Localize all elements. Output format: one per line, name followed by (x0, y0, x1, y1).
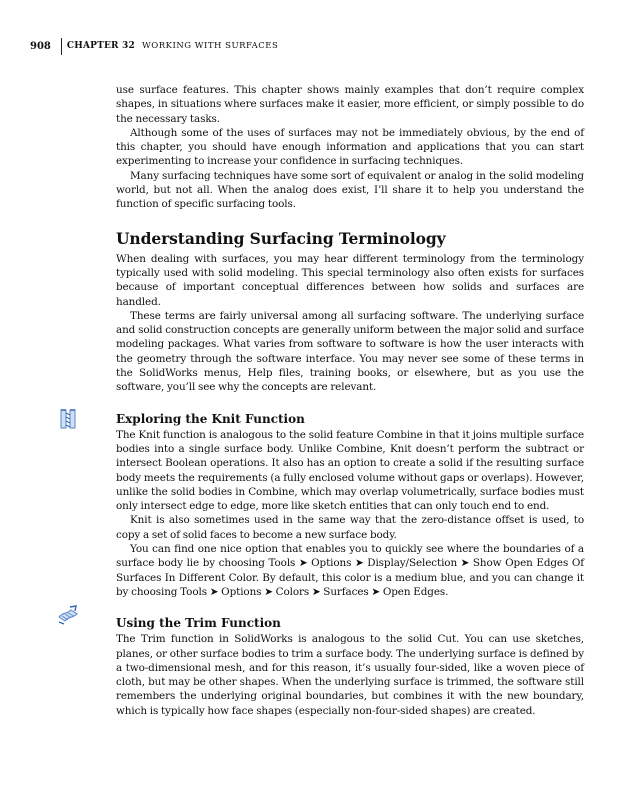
knit-paragraph-2: Knit is also sometimes used in the same way that the zero-distance offset is used, to copy a set of solid faces to become a new surface body. (116, 514, 584, 541)
intro-paragraph-1: use surface features. This chapter shows mainly examples that don’t require complex shapes, in situations where surfaces make it easier, more efficient, or simply possible to do the necessary tasks. (116, 84, 584, 125)
chapter-title: WORKING WITH SURFACES (142, 41, 279, 51)
page-number: 908 (30, 40, 51, 52)
page-body (116, 83, 584, 718)
section-heading-terminology: Understanding Surfacing Terminology (116, 228, 446, 248)
running-header (30, 38, 278, 54)
chapter-label: CHAPTER 32 (66, 41, 135, 51)
header-divider (61, 38, 62, 55)
terminology-paragraph-2: These terms are fairly universal among all surfacing software. The underlying surface and solid construction concepts are generally uniform between the major solid and surface modeling packages. What varies from software to software is how the user interacts with the geometry through the software interface. You may never see some of these terms in the SolidWorks menus, Help files, training books, or elsewhere, but as you use the software, you’ll see why the concepts are relevant. (116, 309, 584, 394)
intro-paragraph-3: Many surfacing techniques have some sort of equivalent or analog in the solid modeling world, but not all. When the analog does exist, I’ll share it to help you understand the function of specific surfacing tools. (116, 169, 584, 211)
knit-paragraph-3: You can find one nice option that enables you to quickly see where the boundaries of a surface body lie by choosing Tools ➤ Options ➤ Display/Selection ➤ Show Open Edges Of Surfaces In Different Color. By default, this color is a medium blue, and you can change it by choosing Tools ➤ Options ➤ Colors ➤ Surfaces ➤ Open Edges. (116, 543, 584, 598)
subsection-heading-trim: Using the Trim Function (116, 616, 281, 631)
intro-paragraph-2: Although some of the uses of surfaces may not be immediately obvious, by the end of this chapter, you should have enough information and applications that you can start experimenting to increase your confidence in surfacing techniques. (116, 126, 584, 168)
knit-icon (58, 408, 78, 430)
trim-paragraph-1: The Trim function in SolidWorks is analogous to the solid Cut. You can use sketches, planes, or other surface bodies to trim a surface body. The underlying surface is defined by a two-dimensional mesh, and for this reason, it’s usually four-sided, like a woven piece of cloth, but may be other shapes. When the underlying surface is trimmed, the software still remembers the underlying original boundaries, but combines it with the new boundary, which is typically how face shapes (especially non-four-sided shapes) are created. (116, 633, 584, 717)
terminology-paragraph-1: When dealing with surfaces, you may hear different terminology from the terminology typically used with solid modeling. This special terminology also often exists for surfaces because of important conceptual differences between how solids and surfaces are handled. (116, 252, 584, 308)
trim-icon (56, 603, 80, 627)
subsection-heading-knit: Exploring the Knit Function (116, 411, 305, 426)
knit-paragraph-1: The Knit function is analogous to the solid feature Combine in that it joins multiple surface bodies into a single surface body. Unlike Combine, Knit doesn’t perform the subtract or intersect Boolean operations. It also has an option to create a solid if the resulting surface body meets the requirements (a fully enclosed volume without gaps or overlaps). However, unlike the solid bodies in Combine, which may overlap volumetrically, surface bodies must only intersect edge to edge, more like sketch entities that can only touch end to end. (116, 428, 584, 513)
